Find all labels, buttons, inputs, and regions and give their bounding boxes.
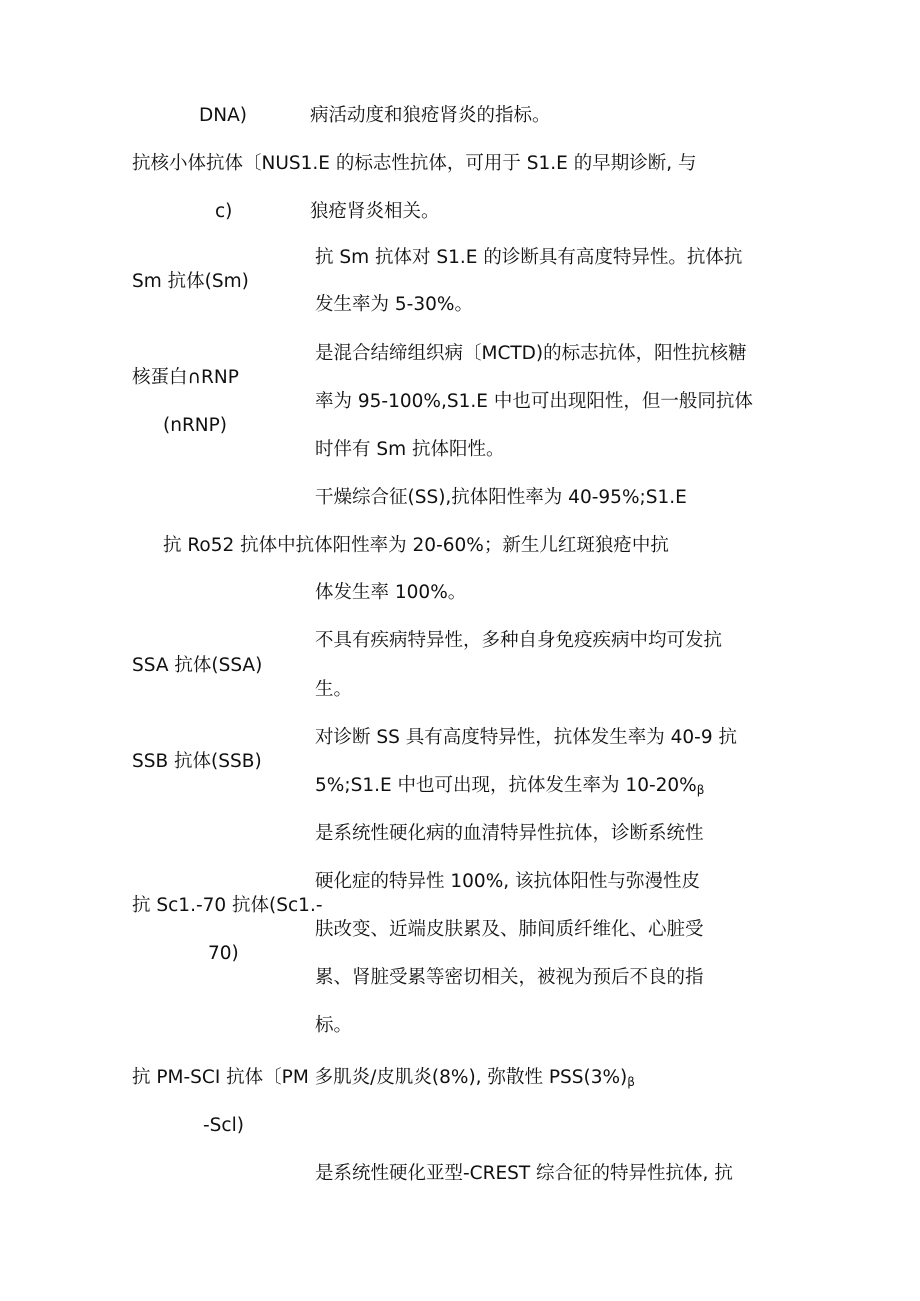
row-label: SSA 抗体(SSA) [132,655,263,676]
text-line: 抗 Sm 抗体对 S1.E 的诊断具有高度特异性。抗体抗 [315,247,743,268]
text-line: c) [215,201,233,222]
text-line [315,774,704,802]
text-line: 狼疮肾炎相关。 [310,201,440,222]
text-line: 不具有疾病特异性，多种自身免疫疾病中均可发抗 [315,630,723,651]
row-label: -Scl) [203,1115,244,1136]
text-line: 生。 [315,679,353,700]
row-label: SSB 抗体(SSB) [132,751,262,772]
row-label: 核蛋白∩RNP [132,367,239,388]
text-line: 是混合结缔组织病〔MCTD)的标志抗体，阳性抗核糖 [315,343,747,364]
text-line: 累、肾脏受累等密切相关，被视为预后不良的指 [315,967,704,988]
text-line: 硬化症的特异性 100%, 该抗体阳性与弥漫性皮 [315,871,701,892]
text-segment: 抗 PM-SCI 抗体〔PM 多肌炎/皮肌炎(8%), 弥散性 PSS(3%) [132,1067,628,1088]
text-line: 干燥综合征(SS),抗体阳性率为 40-95%;S1.E [315,487,687,508]
text-line: 病活动度和狼疮肾炎的指标。 [310,105,551,126]
text-line: DNA) [199,105,247,126]
text-line: 对诊断 SS 具有高度特异性，抗体发生率为 40-9 抗 [315,727,737,748]
text-line: 标。 [315,1015,353,1036]
text-line: 体发生率 100%。 [315,582,467,603]
text-line: 肤改变、近端皮肤累及、肺间质纤维化、心脏受 [315,919,704,940]
beta-subscript: β [696,783,705,797]
text-line: 抗核小体抗体〔NUS1.E 的标志性抗体，可用于 S1.E 的早期诊断, 与 [132,153,697,174]
row-label: Sm 抗体(Sm) [132,271,249,292]
text-line: 率为 95-100%,S1.E 中也可出现阳性，但一般同抗体 [315,391,753,412]
row-label: 70) [208,943,239,964]
text-segment: 5%;S1.E 中也可出现，抗体发生率为 10-20% [315,775,697,796]
text-line [132,1066,635,1094]
text-line: 是系统性硬化病的血清特异性抗体，诊断系统性 [315,823,704,844]
beta-subscript: β [627,1075,635,1089]
text-line: 抗 Ro52 抗体中抗体阳性率为 20-60%；新生儿红斑狼疮中抗 [163,535,669,556]
row-label: 抗 Sc1.-70 抗体(Sc1.- [132,895,323,916]
text-line: 时伴有 Sm 抗体阳性。 [315,439,505,460]
text-line: 发生率为 5-30%。 [315,294,473,315]
text-line: 是系统性硬化亚型-CREST 综合征的特异性抗体, 抗 [315,1163,733,1184]
row-label: (nRNP) [163,415,228,436]
